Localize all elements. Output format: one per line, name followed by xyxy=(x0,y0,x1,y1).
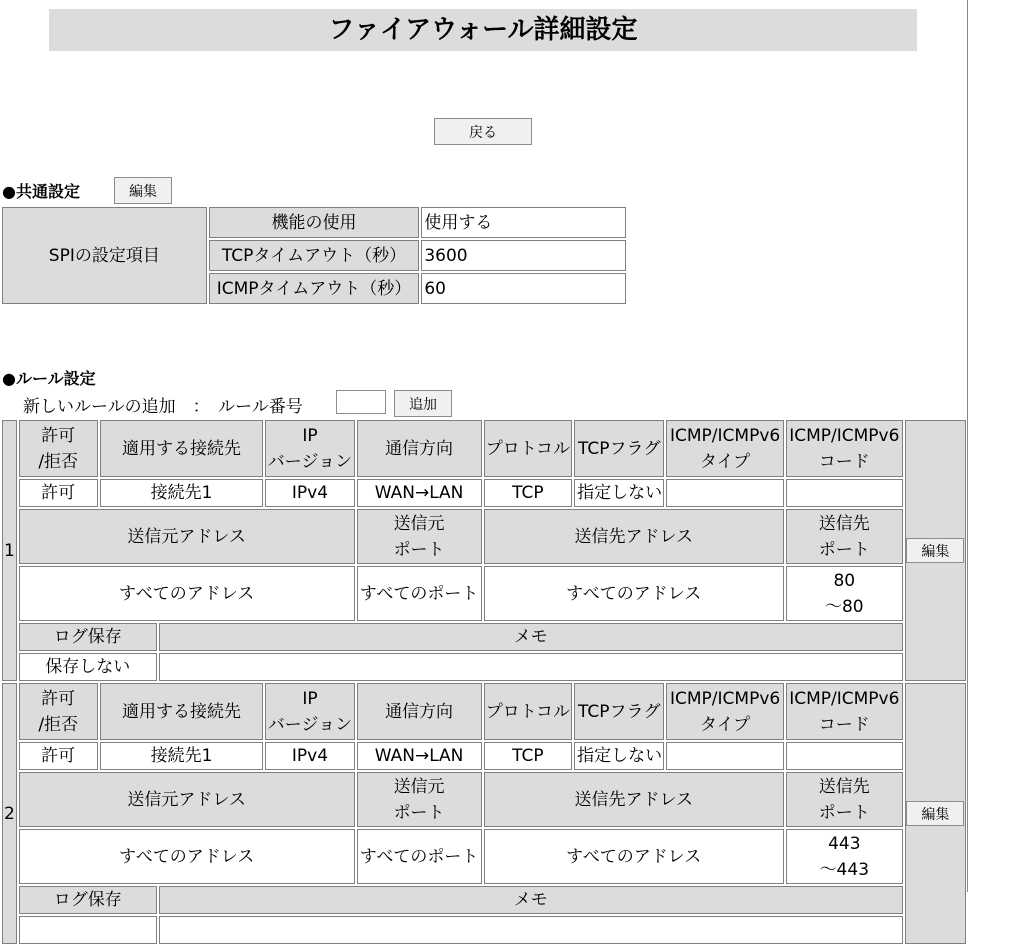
header-memo: メモ xyxy=(159,623,903,651)
header-dst-address: 送信先アドレス xyxy=(484,772,784,827)
spi-row-label: ICMPタイムアウト（秒） xyxy=(209,273,420,304)
rule-icmp-code xyxy=(786,479,903,507)
spi-label: SPIの設定項目 xyxy=(2,207,207,304)
rules-table xyxy=(0,418,968,946)
rule-dst-address: すべてのアドレス xyxy=(484,829,784,884)
header-log: ログ保存 xyxy=(19,886,157,914)
rule-edit-cell xyxy=(905,683,966,944)
page-title: ファイアウォール詳細設定 xyxy=(49,9,917,51)
header-ip-version: IP バージョン xyxy=(265,420,354,477)
header-dst-address: 送信先アドレス xyxy=(484,509,784,564)
rule-dst-port: 80 ～80 xyxy=(786,566,903,621)
rule-tcp-flag: 指定しない xyxy=(574,479,664,507)
rule-edit-button[interactable]: 編集 xyxy=(906,801,964,826)
rule-tcp-flag: 指定しない xyxy=(574,742,664,770)
header-tcp-flag: TCPフラグ xyxy=(574,683,664,740)
rule-protocol: TCP xyxy=(484,742,573,770)
common-settings-heading: ●共通設定 xyxy=(2,182,80,201)
header-icmp-type: ICMP/ICMPv6 タイプ xyxy=(666,683,784,740)
rule-src-address: すべてのアドレス xyxy=(19,566,355,621)
header-dst-port: 送信先 ポート xyxy=(786,509,903,564)
header-src-port: 送信元 ポート xyxy=(357,509,482,564)
rule-number: 1 xyxy=(2,420,17,681)
rule-direction: WAN→LAN xyxy=(357,742,482,770)
rule-edit-button[interactable]: 編集 xyxy=(906,538,964,563)
header-ip-version: IP バージョン xyxy=(265,683,354,740)
rule-number-input[interactable] xyxy=(336,390,386,414)
header-dst-port: 送信先 ポート xyxy=(786,772,903,827)
spi-row-value: 60 xyxy=(421,273,626,304)
rule-number: 2 xyxy=(2,683,17,944)
spi-row-label: TCPタイムアウト（秒） xyxy=(209,240,420,271)
header-icmp-type: ICMP/ICMPv6 タイプ xyxy=(666,420,784,477)
header-direction: 通信方向 xyxy=(357,683,482,740)
rule-src-port: すべてのポート xyxy=(357,829,482,884)
header-protocol: プロトコル xyxy=(484,683,573,740)
header-protocol: プロトコル xyxy=(484,420,573,477)
rule-dst-port: 443 ～443 xyxy=(786,829,903,884)
rule-memo xyxy=(159,653,903,681)
rule-ip-version: IPv4 xyxy=(265,479,354,507)
add-rule-label: 新しいルールの追加 ： ルール番号 xyxy=(23,397,303,417)
rule-icmp-type xyxy=(666,479,784,507)
rule-settings-heading: ●ルール設定 xyxy=(2,369,96,388)
spi-settings-table xyxy=(0,205,628,306)
header-permit: 許可 /拒否 xyxy=(19,683,98,740)
rule-log xyxy=(19,916,157,944)
spi-row-value: 使用する xyxy=(421,207,626,238)
header-memo: メモ xyxy=(159,886,903,914)
header-direction: 通信方向 xyxy=(357,420,482,477)
rule-memo xyxy=(159,916,903,944)
rule-log: 保存しない xyxy=(19,653,157,681)
rule-protocol: TCP xyxy=(484,479,573,507)
header-icmp-code: ICMP/ICMPv6 コード xyxy=(786,683,903,740)
spi-row-value: 3600 xyxy=(421,240,626,271)
rule-ip-version: IPv4 xyxy=(265,742,354,770)
common-edit-button[interactable]: 編集 xyxy=(114,177,172,204)
rule-src-port: すべてのポート xyxy=(357,566,482,621)
spi-row-label: 機能の使用 xyxy=(209,207,420,238)
rule-src-address: すべてのアドレス xyxy=(19,829,355,884)
header-icmp-code: ICMP/ICMPv6 コード xyxy=(786,420,903,477)
rule-icmp-code xyxy=(786,742,903,770)
header-src-address: 送信元アドレス xyxy=(19,772,355,827)
rule-edit-cell xyxy=(905,420,966,681)
header-permit: 許可 /拒否 xyxy=(19,420,98,477)
rule-dst-address: すべてのアドレス xyxy=(484,566,784,621)
header-tcp-flag: TCPフラグ xyxy=(574,420,664,477)
header-src-port: 送信元 ポート xyxy=(357,772,482,827)
rule-permit: 許可 xyxy=(19,742,98,770)
add-rule-button[interactable]: 追加 xyxy=(394,390,452,417)
rule-connection: 接続先1 xyxy=(100,742,264,770)
rule-icmp-type xyxy=(666,742,784,770)
header-connection: 適用する接続先 xyxy=(100,683,264,740)
header-src-address: 送信元アドレス xyxy=(19,509,355,564)
header-connection: 適用する接続先 xyxy=(100,420,264,477)
back-button[interactable]: 戻る xyxy=(434,118,532,145)
header-log: ログ保存 xyxy=(19,623,157,651)
rule-permit: 許可 xyxy=(19,479,98,507)
rule-direction: WAN→LAN xyxy=(357,479,482,507)
rule-connection: 接続先1 xyxy=(100,479,264,507)
